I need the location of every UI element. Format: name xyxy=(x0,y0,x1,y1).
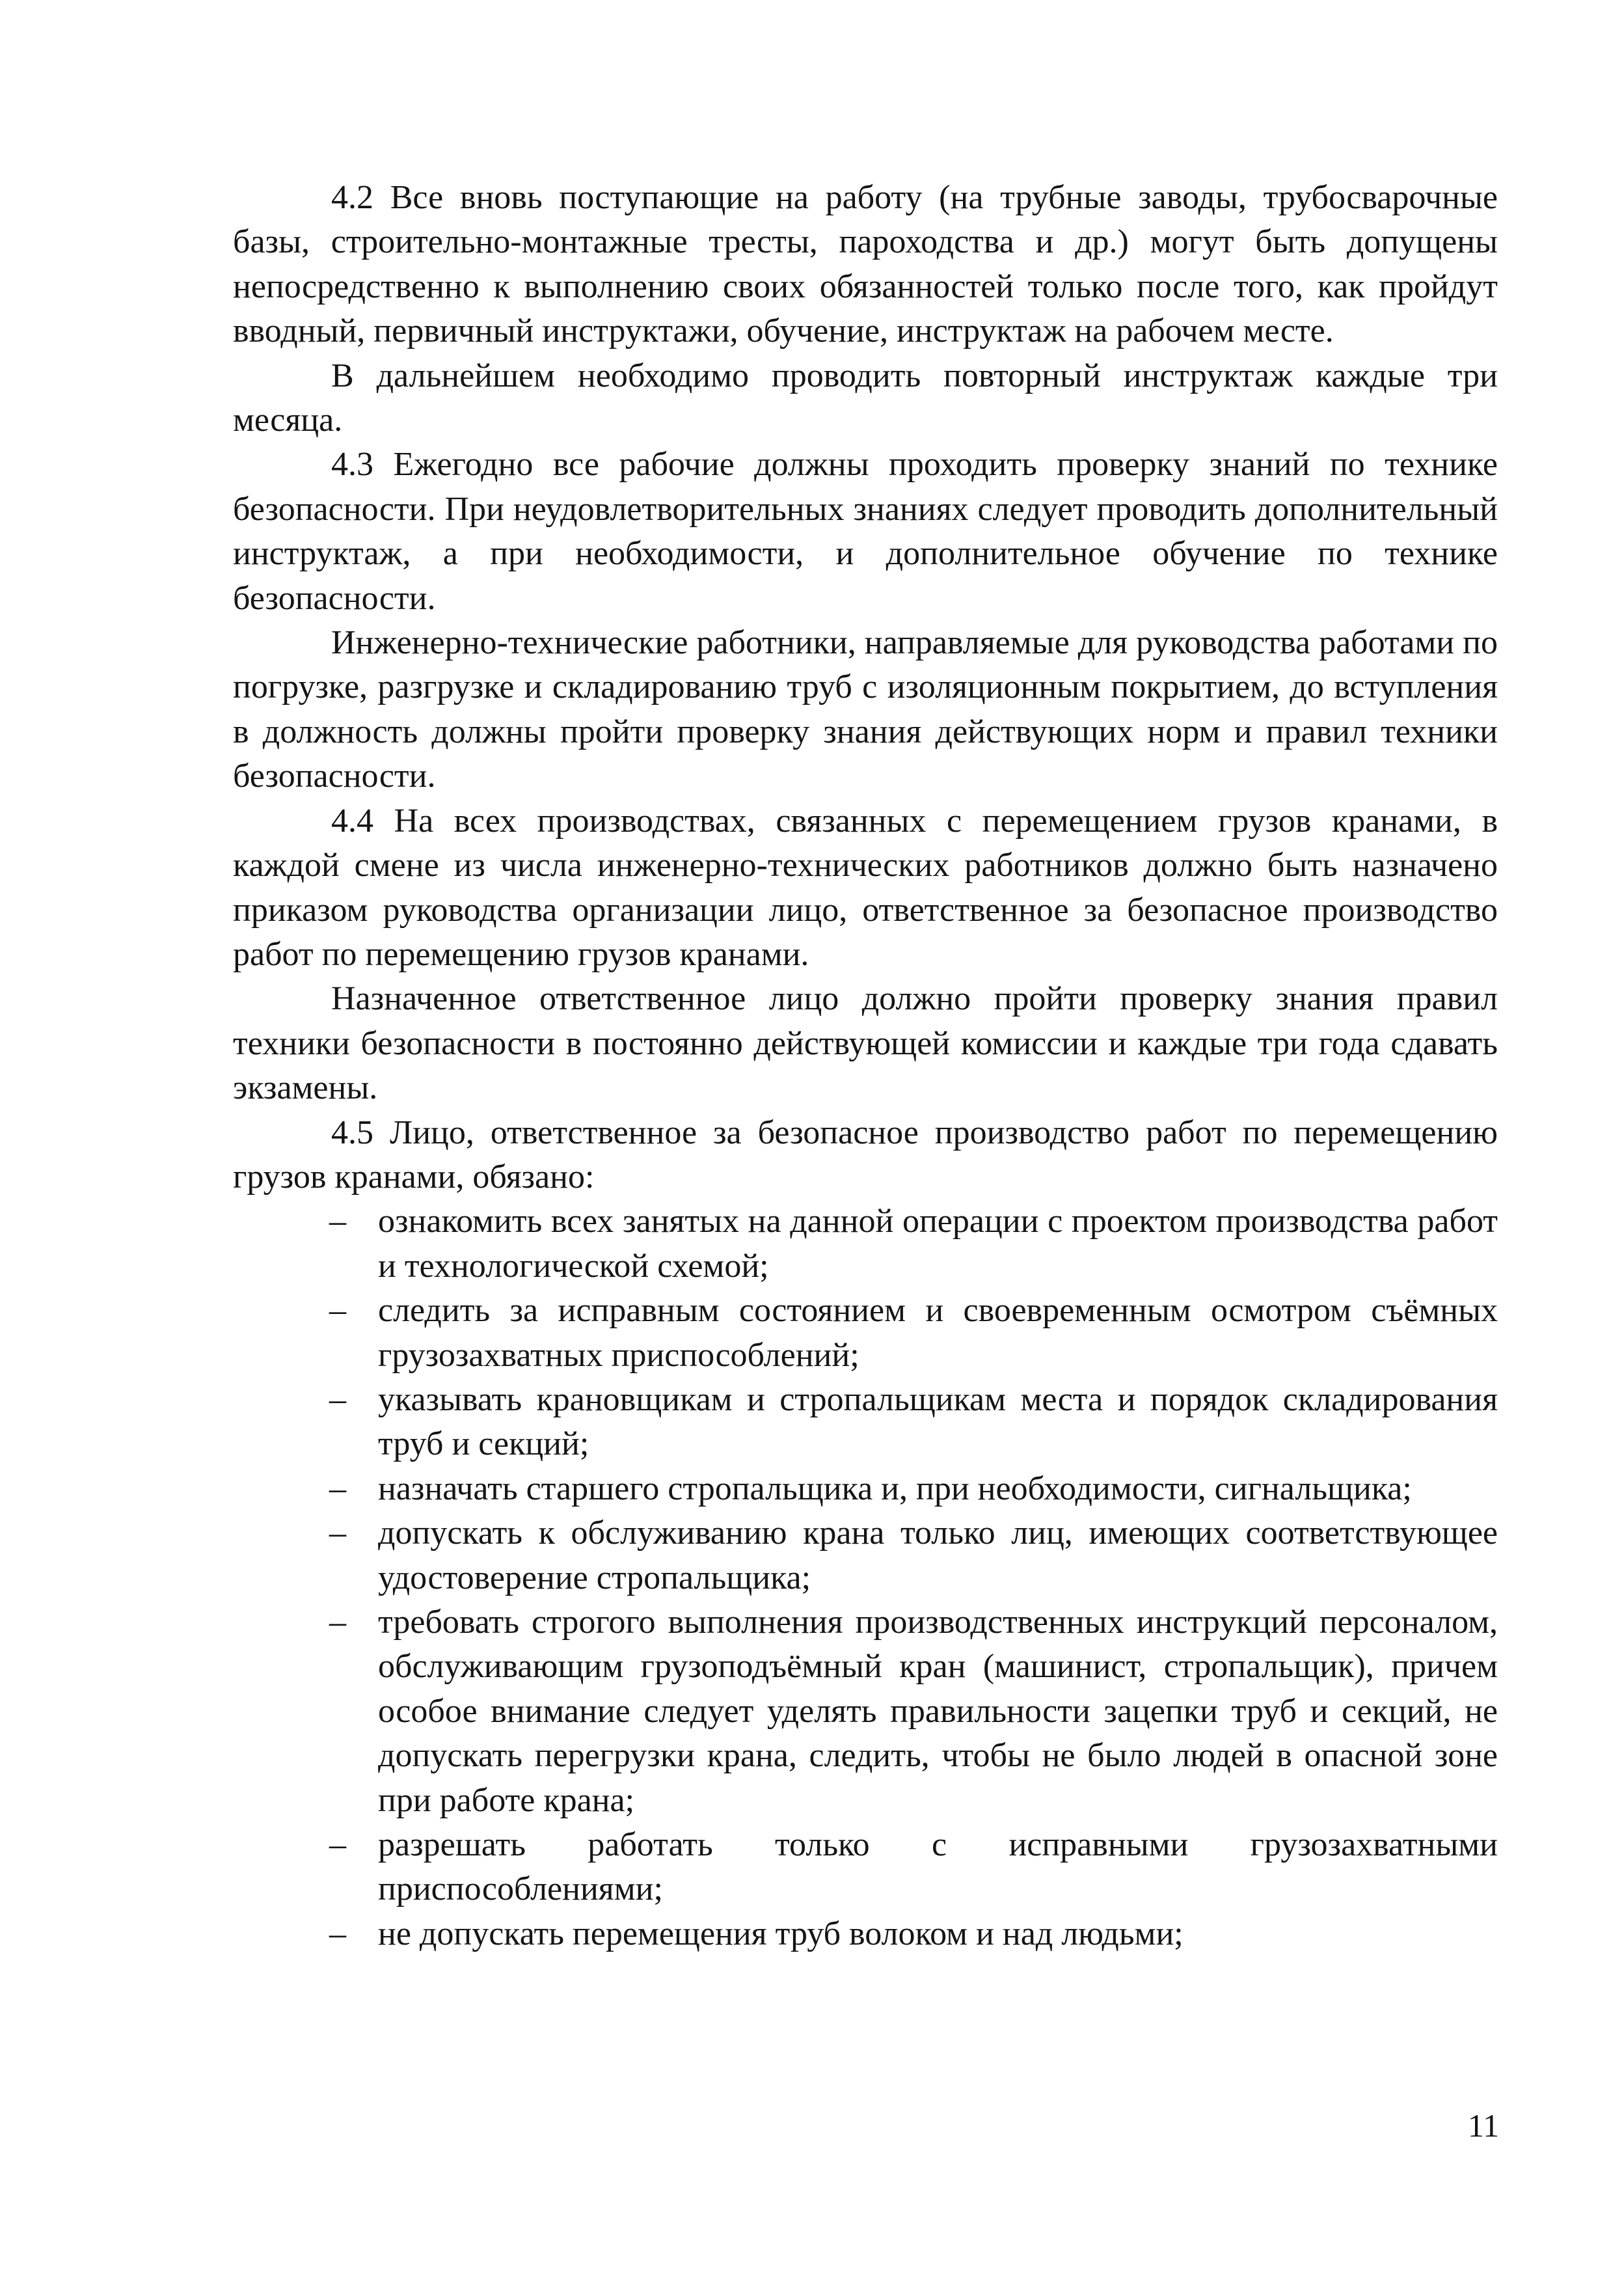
paragraph-engineers-check: Инженерно-технические работники, направляемые для руководства работами по погрузке, разгрузке и складированию труб с изоляционным покрытием, до вступления в должность должны пройти проверку знания действующих норм и правил техники безопасности. xyxy=(233,624,1498,795)
list-item xyxy=(233,1467,1498,1511)
paragraph-4-5: 4.5 Лицо, ответственное за безопасное производство работ по перемещению грузов кранами, обязано: xyxy=(233,1114,1498,1196)
list-dash: – xyxy=(329,1915,346,1952)
list-item xyxy=(233,1912,1498,1956)
list-item-text: требовать строгого выполнения производственных инструкций персоналом, обслуживающим грузоподъёмный кран (машинист, стропальщик), причем особое внимание следует уделять правильности зацепки труб и секций, не допускать перегрузки крана, следить, чтобы не было людей в опасной зоне при работе крана; xyxy=(378,1604,1498,1819)
paragraph-4-2: 4.2 Все вновь поступающие на работу (на трубные заводы, трубосварочные базы, строительно-монтажные тресты, пароходства и др.) могут быть допущены непосредственно к выполнению своих обязанностей только после того, как пройдут вводный, первичный инструктажи, обучение, инструктаж на рабочем месте. xyxy=(233,179,1498,350)
paragraph-repeat-instruction: В дальнейшем необходимо проводить повторный инструктаж каждые три месяца. xyxy=(233,357,1498,439)
list-dash: – xyxy=(329,1604,346,1641)
list-item xyxy=(233,1199,1498,1289)
page-number: 11 xyxy=(1467,2107,1500,2144)
list-item-text: не допускать перемещения труб волоком и над людьми; xyxy=(378,1915,1184,1952)
list-dash: – xyxy=(329,1514,346,1552)
list-item-text: ознакомить всех занятых на данной операции с проектом производства работ и технологической схемой; xyxy=(378,1203,1498,1285)
list-dash: – xyxy=(329,1470,346,1507)
list-item xyxy=(233,1378,1498,1467)
page-body xyxy=(233,176,1498,1956)
list-item-text: разрешать работать только с исправными грузозахватными приспособлениями; xyxy=(378,1826,1498,1908)
paragraph-responsible-exam: Назначенное ответственное лицо должно пройти проверку знания правил техники безопасности в постоянно действующей комиссии и каждые три года сдавать экзамены. xyxy=(233,980,1498,1107)
list-item xyxy=(233,1600,1498,1823)
list-dash: – xyxy=(329,1380,346,1418)
list-item-text: указывать крановщикам и стропальщикам места и порядок складирования труб и секций; xyxy=(378,1380,1498,1463)
list-dash: – xyxy=(329,1826,346,1864)
list-item-text: следить за исправным состоянием и своевременным осмотром съёмных грузозахватных приспособлений; xyxy=(378,1292,1498,1374)
paragraph-4-4: 4.4 На всех производствах, связанных с перемещением грузов кранами, в каждой смене из числа инженерно-технических работников должно быть назначено приказом руководства организации лицо, ответственное за безопасное производство работ по перемещению грузов кранами. xyxy=(233,802,1498,973)
list-item-text: допускать к обслуживанию крана только лиц, имеющих соответствующее удостоверение стропальщика; xyxy=(378,1514,1498,1596)
list-dash: – xyxy=(329,1292,346,1330)
list-dash: – xyxy=(329,1203,346,1240)
list-item xyxy=(233,1289,1498,1378)
duties-list xyxy=(233,1199,1498,1956)
paragraph-4-3: 4.3 Ежегодно все рабочие должны проходить проверку знаний по технике безопасности. При неудовлетворительных знаниях следует проводить дополнительный инструктаж, а при необходимости, и дополнительное обучение по технике безопасности. xyxy=(233,446,1498,617)
list-item xyxy=(233,1511,1498,1600)
list-item xyxy=(233,1823,1498,1912)
list-item-text: назначать старшего стропальщика и, при необходимости, сигнальщика; xyxy=(378,1470,1412,1507)
